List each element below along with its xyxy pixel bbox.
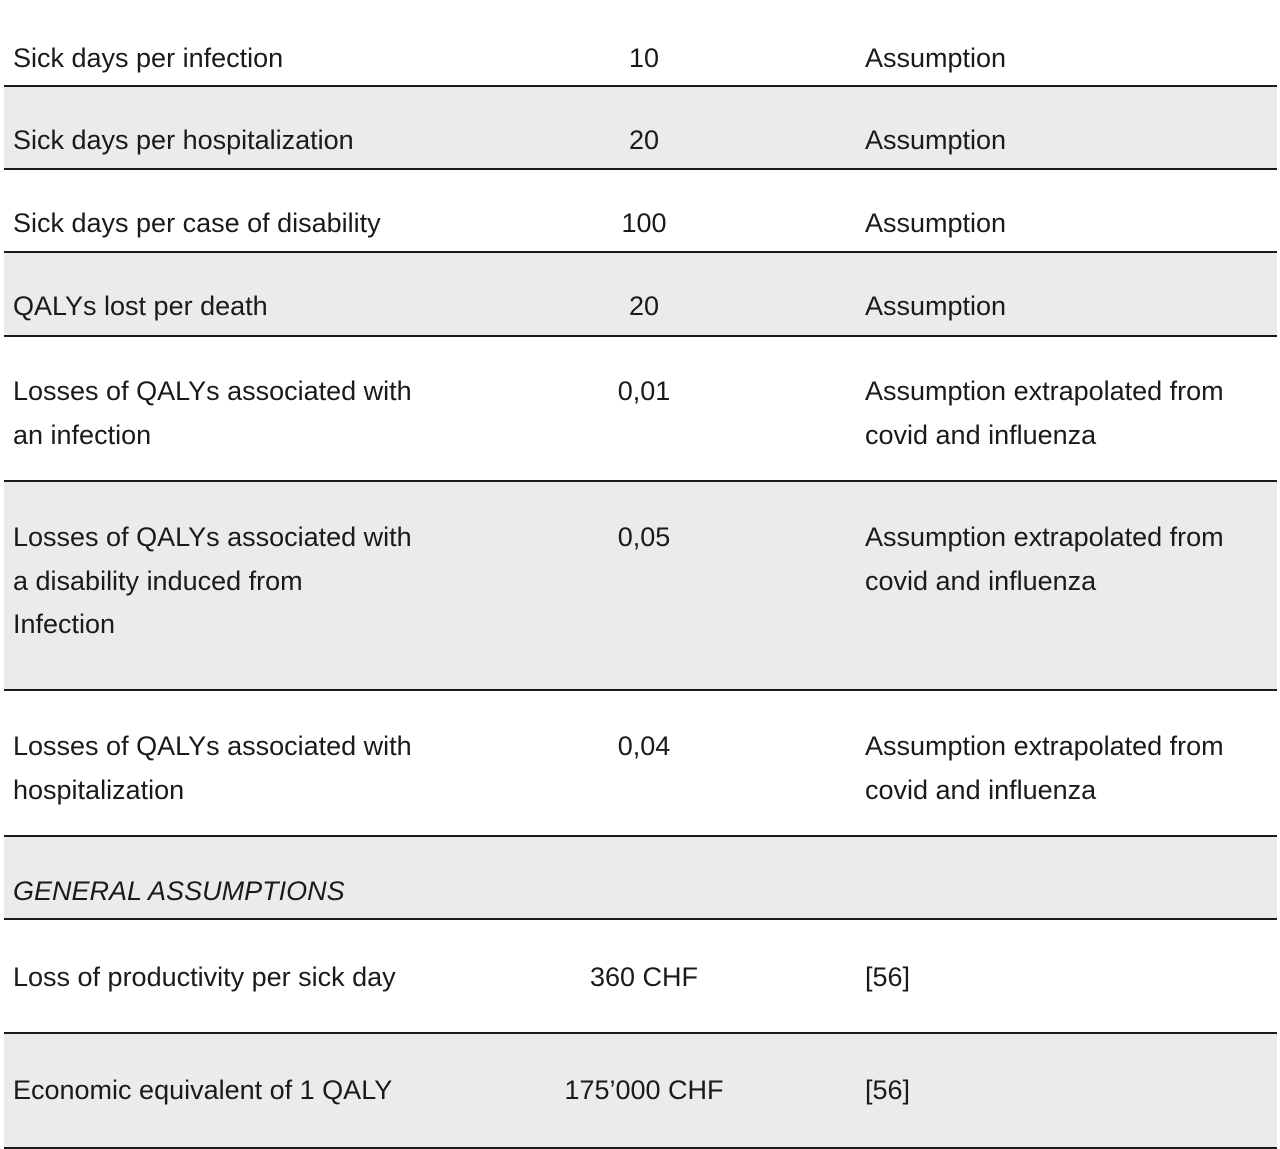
row-source: [56] xyxy=(865,962,911,992)
table-row xyxy=(4,1034,1277,1149)
table-row xyxy=(4,337,1277,482)
row-label: Loss of productivity per sick day xyxy=(13,962,396,992)
table-row xyxy=(4,482,1277,691)
row-label: Sick days per infection xyxy=(13,43,284,73)
row-label: Sick days per case of disability xyxy=(13,208,381,238)
row-value: 0,05 xyxy=(617,522,671,552)
row-label: Sick days per hospitalization xyxy=(13,125,354,155)
row-source: Assumption extrapolated from covid and influenza xyxy=(865,731,1224,805)
row-source: Assumption extrapolated from covid and influenza xyxy=(865,376,1224,450)
table-row xyxy=(4,0,1277,87)
row-label: Losses of QALYs associated with an infection xyxy=(13,376,412,450)
row-label: Losses of QALYs associated with a disability induced from Infection xyxy=(13,522,412,639)
row-source: [56] xyxy=(865,1075,911,1105)
table-row xyxy=(4,87,1277,170)
table-row xyxy=(4,253,1277,337)
table-row xyxy=(4,691,1277,837)
assumptions-table xyxy=(4,0,1277,1149)
row-label: Losses of QALYs associated with hospitalization xyxy=(13,731,412,805)
row-label: Economic equivalent of 1 QALY xyxy=(13,1075,393,1105)
row-value: 100 xyxy=(621,208,667,238)
row-value: 0,01 xyxy=(617,376,671,406)
row-source: Assumption xyxy=(865,125,1007,155)
table-row xyxy=(4,920,1277,1034)
row-source: Assumption xyxy=(865,208,1007,238)
row-value: 20 xyxy=(628,291,660,321)
table-row xyxy=(4,170,1277,253)
section-header-label: GENERAL ASSUMPTIONS xyxy=(13,876,345,906)
row-source: Assumption xyxy=(865,291,1007,321)
row-source: Assumption extrapolated from covid and influenza xyxy=(865,522,1224,596)
row-source: Assumption xyxy=(865,43,1007,73)
section-header-row xyxy=(4,837,1277,920)
row-value: 360 CHF xyxy=(589,962,699,992)
row-value: 20 xyxy=(628,125,660,155)
row-label: QALYs lost per death xyxy=(13,291,268,321)
row-value: 10 xyxy=(628,43,660,73)
row-value: 175’000 CHF xyxy=(564,1075,724,1105)
row-value: 0,04 xyxy=(617,731,671,761)
